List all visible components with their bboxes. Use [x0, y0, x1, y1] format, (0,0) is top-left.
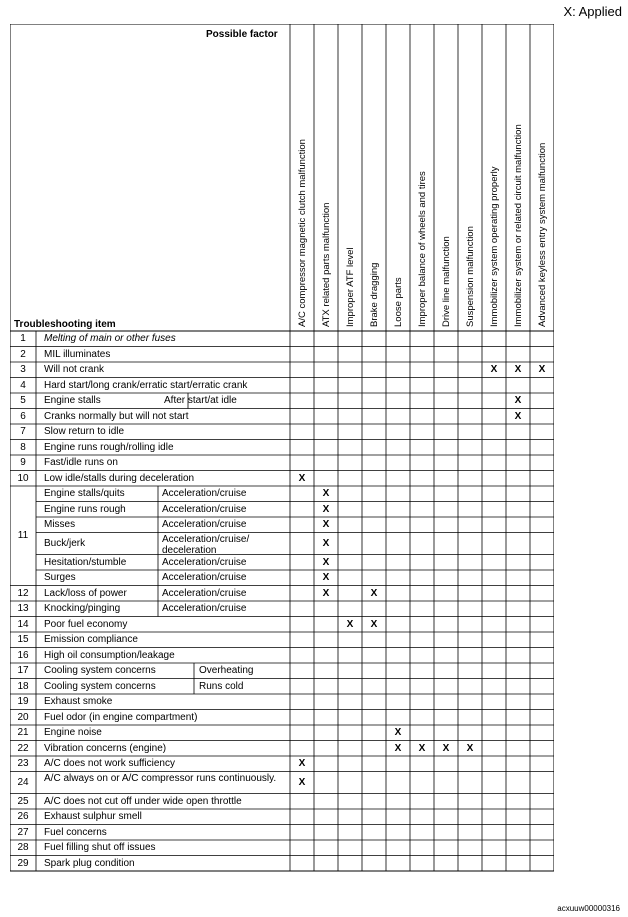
applied-mark: X	[370, 618, 378, 630]
row-item: Engine stalls	[44, 395, 101, 407]
row-item: A/C always on or A/C compressor runs continuously.	[44, 772, 277, 784]
row-number: 12	[17, 587, 29, 599]
row-item: Hard start/long crank/erratic start/erratic crank	[44, 379, 248, 391]
row-item: MIL illuminates	[44, 348, 111, 360]
legend: X: Applied	[563, 4, 622, 19]
applied-mark: X	[394, 727, 402, 739]
row-number: 13	[17, 603, 29, 615]
row-number: 17	[17, 665, 29, 677]
document-code: acxuuw00000316	[557, 904, 620, 913]
row-item: Exhaust smoke	[44, 696, 113, 708]
row-item: Poor fuel economy	[44, 618, 128, 630]
applied-mark: X	[538, 364, 546, 376]
applied-mark: X	[298, 758, 306, 770]
row-number: 7	[20, 426, 26, 438]
row-number: 5	[20, 395, 26, 407]
row-item: Engine stalls/quits	[44, 488, 125, 500]
applied-mark: X	[298, 777, 306, 788]
row-number: 15	[17, 634, 29, 646]
applied-mark: X	[514, 410, 522, 422]
factor-header: ATX related parts malfunction	[321, 202, 332, 327]
row-item: Fuel odor (in engine compartment)	[44, 711, 198, 723]
row-item: Melting of main or other fuses	[44, 333, 176, 345]
factor-header: Improper balance of wheels and tires	[417, 171, 428, 327]
troubleshooting-table	[10, 24, 554, 890]
row-number: 10	[17, 472, 29, 484]
row-item: Slow return to idle	[44, 426, 125, 438]
factor-header: Advanced keyless entry system malfunction	[537, 142, 548, 327]
factor-header: Immobilizer system or related circuit malfunction	[513, 124, 524, 327]
applied-mark: X	[394, 742, 402, 754]
row-item: Lack/loss of power	[44, 587, 127, 599]
row-number: 3	[20, 364, 26, 376]
applied-mark: X	[370, 587, 378, 599]
row-condition: After start/at idle	[164, 395, 237, 407]
applied-mark: X	[346, 618, 354, 630]
row-number: 24	[17, 777, 29, 788]
row-condition: Acceleration/cruise	[162, 488, 247, 500]
applied-mark: X	[322, 587, 330, 599]
applied-mark: X	[322, 538, 330, 549]
applied-mark: X	[514, 395, 522, 407]
row-number: 6	[20, 410, 26, 422]
row-item: Cooling system concerns	[44, 680, 156, 692]
applied-mark: X	[322, 572, 330, 584]
factor-header: Drive line malfunction	[441, 236, 452, 327]
possible-factor-label: Possible factor	[206, 29, 278, 40]
applied-mark: X	[298, 472, 306, 484]
applied-mark: X	[322, 503, 330, 515]
row-number: 21	[17, 727, 29, 739]
row-item: High oil consumption/leakage	[44, 649, 175, 661]
row-number: 8	[20, 441, 26, 453]
row-item: Low idle/stalls during deceleration	[44, 472, 195, 484]
row-condition: Runs cold	[199, 680, 244, 692]
row-item: Surges	[44, 572, 76, 584]
applied-mark: X	[442, 742, 450, 754]
row-item: A/C does not work sufficiency	[44, 758, 175, 770]
row-condition: Overheating	[199, 665, 254, 677]
row-number: 2	[20, 348, 26, 360]
row-number: 4	[20, 379, 26, 391]
row-condition: Acceleration/cruise	[162, 556, 247, 568]
applied-mark: X	[322, 556, 330, 568]
row-item: Cooling system concerns	[44, 665, 156, 677]
applied-mark: X	[322, 488, 330, 500]
applied-mark: X	[466, 742, 474, 754]
row-number: 14	[17, 618, 29, 630]
row-condition: Acceleration/cruise/ deceleration	[162, 533, 250, 556]
row-number: 26	[17, 811, 29, 823]
row-item: Cranks normally but will not start	[44, 410, 189, 422]
row-number: 9	[20, 457, 26, 469]
applied-mark: X	[418, 742, 426, 754]
row-item: Engine runs rough/rolling idle	[44, 441, 174, 453]
row-condition: Acceleration/cruise	[162, 587, 247, 599]
factor-header: A/C compressor magnetic clutch malfunction	[297, 139, 308, 327]
row-item: Knocking/pinging	[44, 603, 121, 615]
row-condition: Acceleration/cruise	[162, 603, 247, 615]
applied-mark: X	[514, 364, 522, 376]
troubleshooting-item-label: Troubleshooting item	[14, 319, 116, 330]
factor-header: Brake dragging	[369, 262, 380, 327]
row-number: 22	[17, 742, 29, 754]
row-condition: Acceleration/cruise	[162, 503, 247, 515]
row-number: 19	[17, 696, 29, 708]
row-condition: Acceleration/cruise	[162, 519, 247, 531]
row-item: Fuel concerns	[44, 826, 107, 838]
row-item: Will not crank	[44, 364, 105, 376]
factor-header: Improper ATF level	[345, 247, 356, 327]
factor-header: Loose parts	[393, 277, 404, 327]
row-number: 18	[17, 680, 29, 692]
row-item: Misses	[44, 519, 76, 531]
row-item: Vibration concerns (engine)	[44, 742, 167, 754]
row-item: Emission compliance	[44, 634, 138, 646]
row-item: Engine runs rough	[44, 503, 126, 515]
factor-header: Immobilizer system operating properly	[489, 166, 500, 327]
row-number: 25	[17, 795, 29, 807]
row-item: Hesitation/stumble	[44, 556, 127, 568]
row-item: Buck/jerk	[44, 538, 86, 549]
row-condition: Acceleration/cruise	[162, 572, 247, 584]
row-number: 27	[17, 826, 29, 838]
applied-mark: X	[490, 364, 498, 376]
row-number: 23	[17, 758, 29, 770]
factor-header: Suspension malfunction	[465, 226, 476, 327]
row-item: Fuel filling shut off issues	[44, 842, 156, 854]
row-item: A/C does not cut off under wide open throttle	[44, 795, 242, 807]
row-number: 11	[17, 529, 29, 541]
row-item: Engine noise	[44, 727, 102, 739]
row-number: 29	[17, 857, 29, 869]
row-number: 28	[17, 842, 29, 854]
row-item: Spark plug condition	[44, 857, 135, 869]
applied-mark: X	[322, 519, 330, 531]
row-item: Fast/idle runs on	[44, 457, 118, 469]
row-number: 20	[17, 711, 29, 723]
row-item: Exhaust sulphur smell	[44, 811, 142, 823]
row-number: 1	[20, 333, 26, 345]
row-number: 16	[17, 649, 29, 661]
